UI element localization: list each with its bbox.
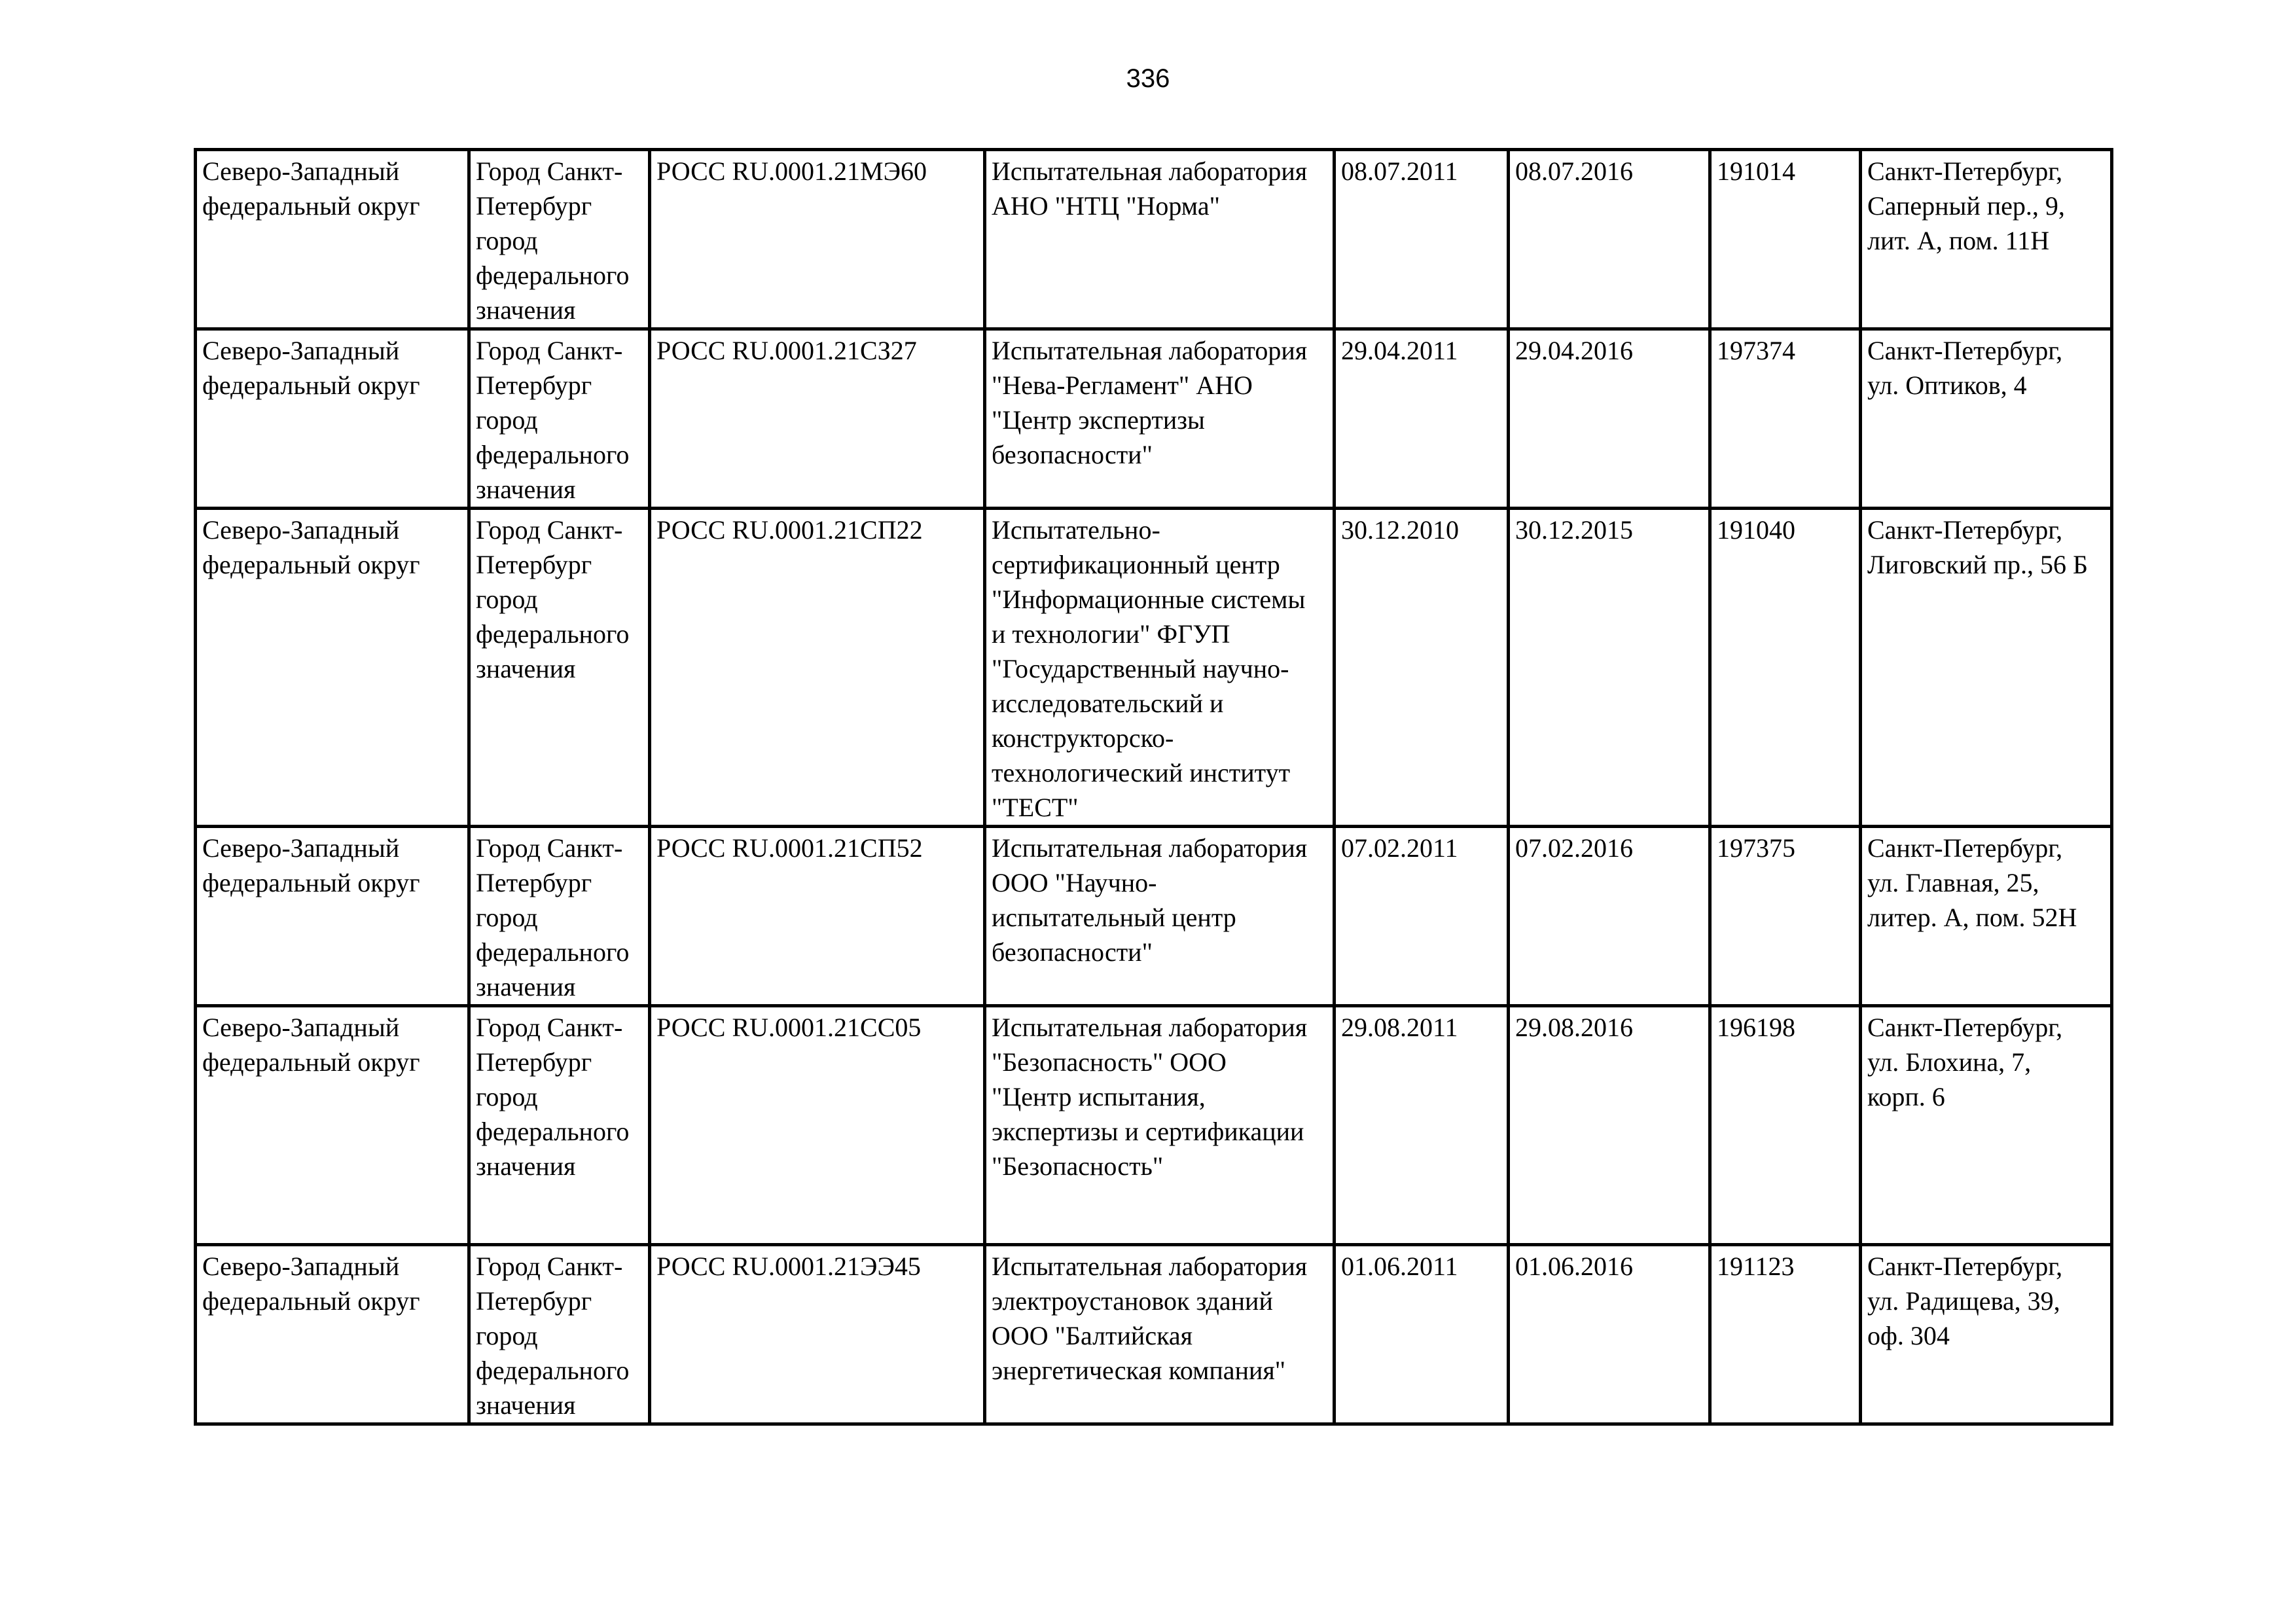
organization-line: энергетическая компания" [992,1356,1286,1385]
subject-cell [469,150,650,329]
postal-code-text: 197374 [1717,336,1795,365]
subject-line: Петербург [476,1047,592,1077]
organization-line: "Информационные системы [992,585,1306,614]
organization-line: ООО "Балтийская [992,1321,1193,1350]
subject-line: город [476,585,538,614]
organization-line: конструкторско- [992,723,1174,753]
postal-code-text: 191014 [1717,156,1795,186]
certificate-number-text: РОСС RU.0001.21СП22 [656,515,923,545]
registry-table-body [196,150,2112,1424]
certificate-number-cell [650,509,985,827]
address-cell [1861,329,2112,509]
registry-table [194,148,2113,1426]
subject-line: федерального [476,937,630,967]
subject-line: значения [476,1390,576,1420]
date-to-cell [1509,150,1710,329]
postal-code-text: 191123 [1717,1252,1795,1281]
subject-cell [469,1245,650,1424]
organization-line: "Безопасность" ООО [992,1047,1227,1077]
organization-cell [985,329,1335,509]
subject-line: значения [476,475,576,504]
district-line: федеральный округ [202,1286,420,1316]
organization-line: Испытательная лаборатория [992,833,1308,863]
date-to-cell [1509,1006,1710,1245]
district-line: Северо-Западный [202,1013,400,1042]
address-line: литер. А, пом. 52Н [1867,903,2077,932]
district-line: Северо-Западный [202,833,400,863]
organization-cell [985,827,1335,1006]
date-to-cell [1509,329,1710,509]
address-cell [1861,1006,2112,1245]
organization-line: электроустановок зданий [992,1286,1273,1316]
organization-line: АНО "НТЦ "Норма" [992,191,1220,221]
subject-line: Петербург [476,370,592,400]
address-cell [1861,509,2112,827]
page-number: 336 [1126,64,1170,93]
subject-line: значения [476,654,576,683]
subject-line: Петербург [476,550,592,579]
date-to-text: 29.04.2016 [1515,336,1633,365]
address-line: Санкт-Петербург, [1867,515,2063,545]
organization-line: "Безопасность" [992,1151,1164,1181]
subject-line: Город Санкт- [476,833,623,863]
district-line: федеральный округ [202,868,420,897]
organization-line: Испытательная лаборатория [992,1013,1308,1042]
district-line: Северо-Западный [202,336,400,365]
address-line: оф. 304 [1867,1321,1950,1350]
organization-line: "Нева-Регламент" АНО [992,370,1253,400]
subject-line: Город Санкт- [476,156,623,186]
certificate-number-text: РОСС RU.0001.21ЭЭ45 [656,1252,921,1281]
date-to-cell [1509,509,1710,827]
address-line: ул. Радищева, 39, [1867,1286,2060,1316]
subject-line: город [476,1082,538,1111]
postal-code-text: 191040 [1717,515,1795,545]
table-row [196,827,2112,1006]
postal-code-cell [1710,329,1861,509]
date-from-text: 07.02.2011 [1341,833,1458,863]
district-cell [196,329,469,509]
date-from-cell [1335,1245,1509,1424]
subject-line: Петербург [476,191,592,221]
organization-line: "ТЕСТ" [992,793,1079,822]
address-line: ул. Оптиков, 4 [1867,370,2027,400]
subject-line: значения [476,295,576,325]
date-to-cell [1509,827,1710,1006]
organization-line: экспертизы и сертификации [992,1117,1304,1146]
organization-line: исследовательский и [992,689,1224,718]
date-from-cell [1335,150,1509,329]
date-from-cell [1335,509,1509,827]
date-to-text: 07.02.2016 [1515,833,1633,863]
address-line: Санкт-Петербург, [1867,156,2063,186]
date-from-cell [1335,827,1509,1006]
subject-line: федерального [476,261,630,290]
subject-line: город [476,405,538,435]
date-to-text: 30.12.2015 [1515,515,1633,545]
organization-line: Испытательно- [992,515,1160,545]
organization-line: "Центр экспертизы [992,405,1205,435]
organization-cell [985,1245,1335,1424]
organization-cell [985,509,1335,827]
subject-line: город [476,1321,538,1350]
address-line: Лиговский пр., 56 Б [1867,550,2088,579]
date-from-cell [1335,1006,1509,1245]
organization-cell [985,1006,1335,1245]
subject-line: федерального [476,619,630,649]
subject-line: Петербург [476,868,592,897]
postal-code-cell [1710,1245,1861,1424]
date-from-cell [1335,329,1509,509]
postal-code-cell [1710,827,1861,1006]
subject-line: город [476,226,538,255]
certificate-number-text: РОСС RU.0001.21МЭ60 [656,156,927,186]
subject-line: город [476,903,538,932]
table-row [196,1245,2112,1424]
subject-cell [469,329,650,509]
organization-line: "Государственный научно- [992,654,1289,683]
subject-line: Город Санкт- [476,1013,623,1042]
organization-line: Испытательная лаборатория [992,336,1308,365]
organization-line: сертификационный центр [992,550,1280,579]
date-from-text: 08.07.2011 [1341,156,1458,186]
date-to-cell [1509,1245,1710,1424]
district-line: федеральный округ [202,191,420,221]
subject-line: Петербург [476,1286,592,1316]
organization-line: "Центр испытания, [992,1082,1206,1111]
certificate-number-cell [650,1006,985,1245]
postal-code-cell [1710,150,1861,329]
organization-line: и технологии" ФГУП [992,619,1230,649]
table-row [196,509,2112,827]
postal-code-cell [1710,509,1861,827]
date-to-text: 08.07.2016 [1515,156,1633,186]
address-line: Санкт-Петербург, [1867,833,2063,863]
district-line: Северо-Западный [202,515,400,545]
address-line: лит. А, пом. 11Н [1867,226,2050,255]
subject-cell [469,509,650,827]
address-cell [1861,1245,2112,1424]
address-line: Санкт-Петербург, [1867,1252,2063,1281]
subject-cell [469,827,650,1006]
date-from-text: 29.08.2011 [1341,1013,1458,1042]
organization-line: ООО "Научно- [992,868,1157,897]
table-row [196,1006,2112,1245]
address-cell [1861,150,2112,329]
organization-line: безопасности" [992,440,1153,469]
subject-line: Город Санкт- [476,336,623,365]
organization-line: Испытательная лаборатория [992,156,1308,186]
district-line: Северо-Западный [202,1252,400,1281]
certificate-number-text: РОСС RU.0001.21СЗ27 [656,336,917,365]
district-cell [196,150,469,329]
subject-line: значения [476,1151,576,1181]
district-line: федеральный округ [202,370,420,400]
date-from-text: 01.06.2011 [1341,1252,1458,1281]
organization-line: технологический институт [992,758,1291,787]
district-cell [196,1245,469,1424]
date-from-text: 29.04.2011 [1341,336,1458,365]
certificate-number-text: РОСС RU.0001.21СП52 [656,833,923,863]
certificate-number-cell [650,329,985,509]
district-cell [196,1006,469,1245]
organization-line: испытательный центр [992,903,1236,932]
address-line: Санкт-Петербург, [1867,1013,2063,1042]
district-cell [196,509,469,827]
postal-code-text: 196198 [1717,1013,1795,1042]
certificate-number-cell [650,150,985,329]
district-line: Северо-Западный [202,156,400,186]
postal-code-cell [1710,1006,1861,1245]
subject-cell [469,1006,650,1245]
certificate-number-cell [650,827,985,1006]
address-cell [1861,827,2112,1006]
subject-line: федерального [476,1117,630,1146]
district-line: федеральный округ [202,1047,420,1077]
subject-line: Город Санкт- [476,515,623,545]
table-row [196,329,2112,509]
table-row [196,150,2112,329]
address-line: Санкт-Петербург, [1867,336,2063,365]
subject-line: Город Санкт- [476,1252,623,1281]
date-from-text: 30.12.2010 [1341,515,1459,545]
district-line: федеральный округ [202,550,420,579]
address-line: ул. Блохина, 7, [1867,1047,2032,1077]
address-line: корп. 6 [1867,1082,1945,1111]
subject-line: значения [476,972,576,1001]
address-line: ул. Главная, 25, [1867,868,2039,897]
organization-cell [985,150,1335,329]
date-to-text: 01.06.2016 [1515,1252,1633,1281]
subject-line: федерального [476,1356,630,1385]
date-to-text: 29.08.2016 [1515,1013,1633,1042]
certificate-number-cell [650,1245,985,1424]
certificate-number-text: РОСС RU.0001.21СС05 [656,1013,922,1042]
postal-code-text: 197375 [1717,833,1795,863]
address-line: Саперный пер., 9, [1867,191,2065,221]
organization-line: Испытательная лаборатория [992,1252,1308,1281]
organization-line: безопасности" [992,937,1153,967]
subject-line: федерального [476,440,630,469]
district-cell [196,827,469,1006]
